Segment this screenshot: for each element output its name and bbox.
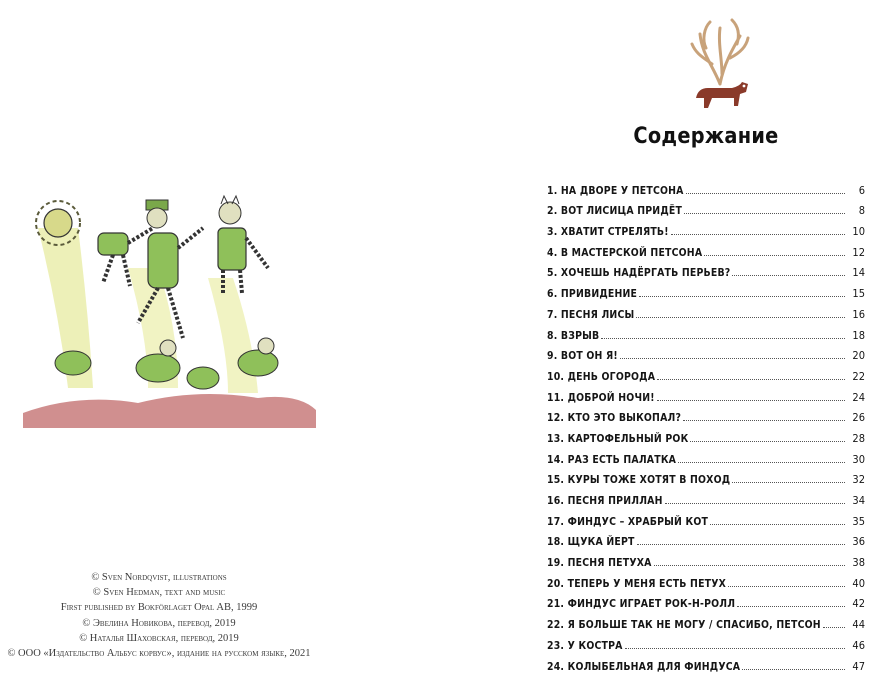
toc-entry[interactable] (547, 466, 865, 487)
dot-leader (657, 400, 845, 401)
toc-entry-page: 20 (852, 349, 865, 363)
toc-entry-page: 26 (852, 411, 865, 425)
dot-leader (671, 234, 845, 235)
toc-entry-page: 44 (852, 618, 865, 632)
toc-entry[interactable] (547, 197, 865, 218)
toc-entry-page: 30 (852, 452, 865, 466)
toc-entry[interactable] (547, 321, 865, 342)
toc-entry-title: 12. КТО ЭТО ВЫКОПАЛ? (547, 412, 682, 425)
dot-leader (625, 648, 845, 649)
toc-entry-page: 32 (852, 473, 865, 487)
toc-entry[interactable] (547, 279, 865, 300)
toc-entry[interactable] (547, 569, 865, 590)
toc-entry-page: 6 (858, 183, 865, 197)
toc-entry-title: 24. КОЛЫБЕЛЬНАЯ ДЛЯ ФИНДУСА (547, 660, 741, 673)
toc-entry-title: 8. ВЗРЫВ (547, 329, 600, 342)
toc-entry-title: 23. У КОСТРА (547, 639, 623, 652)
toc-entry[interactable] (547, 528, 865, 549)
toc-entry-page: 42 (852, 597, 865, 611)
toc-entry[interactable] (547, 300, 865, 321)
credit-line: © Наталья Шаховская, перевод, 2019 (79, 632, 239, 644)
toc-entry-title: 1. НА ДВОРЕ У ПЕТСОНА (547, 184, 684, 197)
toc-entry[interactable] (547, 383, 865, 404)
toc-entry-title: 21. ФИНДУС ИГРАЕТ РОК-Н-РОЛЛ (547, 598, 736, 611)
toc-entry-title: 5. ХОЧЕШЬ НАДЁРГАТЬ ПЕРЬЕВ? (547, 267, 731, 280)
dot-leader (620, 358, 845, 359)
toc-entry-title: 16. ПЕСНЯ ПРИЛЛАН (547, 495, 663, 507)
dot-leader (683, 420, 845, 421)
toc-entry[interactable] (547, 217, 865, 238)
dot-leader (601, 338, 845, 339)
toc-entry-page: 35 (852, 514, 865, 528)
toc-entry[interactable] (547, 507, 865, 528)
toc-entry[interactable] (547, 404, 865, 425)
toc-entry-title: 17. ФИНДУС – ХРАБРЫЙ КОТ (547, 515, 709, 528)
dot-leader (684, 213, 845, 214)
dot-leader (636, 317, 845, 318)
toc-entry-title: 14. РАЗ ЕСТЬ ПАЛАТКА (547, 453, 677, 466)
toc-entry-page: 38 (852, 556, 865, 570)
toc-entry-title: 13. КАРТОФЕЛЬНЫЙ РОК (547, 432, 689, 445)
toc-entry-title: 2. ВОТ ЛИСИЦА ПРИДЁТ (547, 205, 683, 218)
dot-leader (704, 255, 845, 256)
toc-entry-page: 22 (852, 369, 865, 383)
toc-entry-page: 18 (852, 328, 865, 342)
toc-entry-title: 7. ПЕСНЯ ЛИСЫ (547, 308, 635, 321)
toc-entry-title: 22. Я БОЛЬШЕ ТАК НЕ МОГУ / СПАСИБО, ПЕТСОН (547, 619, 821, 632)
toc-entry[interactable] (547, 631, 865, 652)
toc-entry-page: 15 (852, 287, 865, 301)
dot-leader (710, 524, 845, 525)
toc-entry[interactable] (547, 176, 865, 197)
toc-entry-title: 6. ПРИВИДЕНИЕ (547, 288, 638, 301)
dot-leader (690, 441, 845, 442)
toc-entry[interactable] (547, 548, 865, 569)
dot-leader (823, 627, 845, 628)
credit-line: © Эвелина Новикова, перевод, 2019 (82, 617, 236, 629)
toc-entry[interactable] (547, 590, 865, 611)
dancing-cats-drawing (18, 188, 318, 428)
toc-entry-page: 8 (858, 204, 865, 218)
cats-illustration (18, 188, 318, 428)
toc-entry[interactable] (547, 652, 865, 673)
toc-entry-page: 24 (852, 390, 865, 404)
toc-entry-page: 14 (852, 266, 865, 280)
toc-entry-title: 11. ДОБРОЙ НОЧИ! (547, 391, 655, 404)
dot-leader (732, 275, 845, 276)
toc-entry[interactable] (547, 342, 865, 363)
dot-leader (657, 379, 845, 380)
dot-leader (686, 193, 845, 194)
toc-entry-page: 40 (852, 576, 865, 590)
toc-entry-title: 15. КУРЫ ТОЖЕ ХОТЯТ В ПОХОД (547, 474, 731, 487)
toc-entry-title: 18. ЩУКА ЙЕРТ (547, 536, 635, 549)
toc-entry-page: 47 (852, 659, 865, 673)
dot-leader (639, 296, 845, 297)
toc-entry[interactable] (547, 445, 865, 466)
dot-leader (742, 669, 845, 670)
dot-leader (654, 565, 845, 566)
toc-entry-page: 28 (852, 431, 865, 445)
toc-entry-page: 34 (852, 494, 865, 507)
toc-entry[interactable] (547, 610, 865, 631)
toc-entry-page: 16 (852, 307, 865, 321)
dot-leader (637, 544, 845, 545)
copyright-block (0, 570, 318, 661)
table-of-contents (547, 176, 865, 673)
credit-line: First published by Bokförlaget Opal AB, 1999 (60, 602, 258, 614)
toc-entry-page: 46 (852, 638, 865, 652)
toc-entry[interactable] (547, 259, 865, 280)
dot-leader (665, 503, 845, 504)
toc-entry-title: 4. В МАСТЕРСКОЙ ПЕТСОНА (547, 246, 703, 259)
toc-entry-title: 20. ТЕПЕРЬ У МЕНЯ ЕСТЬ ПЕТУХ (547, 577, 727, 590)
toc-title: Содержание (633, 124, 779, 149)
credit-line: © ООО «Издательство Альбус корвус», издание на русском языке, 2021 (7, 648, 311, 660)
toc-entry[interactable] (547, 362, 865, 383)
toc-entry[interactable] (547, 486, 865, 507)
dot-leader (728, 586, 845, 587)
toc-entry-title: 9. ВОТ ОН Я! (547, 350, 618, 363)
credit-line: © Sven Nordqvist, illustrations (91, 572, 227, 583)
toc-entry[interactable] (547, 238, 865, 259)
credit-line: © Sven Hedman, text and music (92, 587, 226, 599)
toc-entry[interactable] (547, 424, 865, 445)
toc-entry-title: 10. ДЕНЬ ОГОРОДА (547, 370, 656, 383)
dot-leader (678, 462, 845, 463)
toc-entry-title: 3. ХВАТИТ СТРЕЛЯТЬ! (547, 226, 669, 239)
antlered-dog-logo (682, 14, 762, 114)
dot-leader (737, 606, 845, 607)
toc-entry-page: 36 (852, 535, 865, 549)
toc-entry-page: 10 (852, 225, 865, 239)
dot-leader (732, 482, 845, 483)
toc-entry-page: 12 (852, 245, 865, 259)
toc-entry-title: 19. ПЕСНЯ ПЕТУХА (547, 557, 652, 570)
